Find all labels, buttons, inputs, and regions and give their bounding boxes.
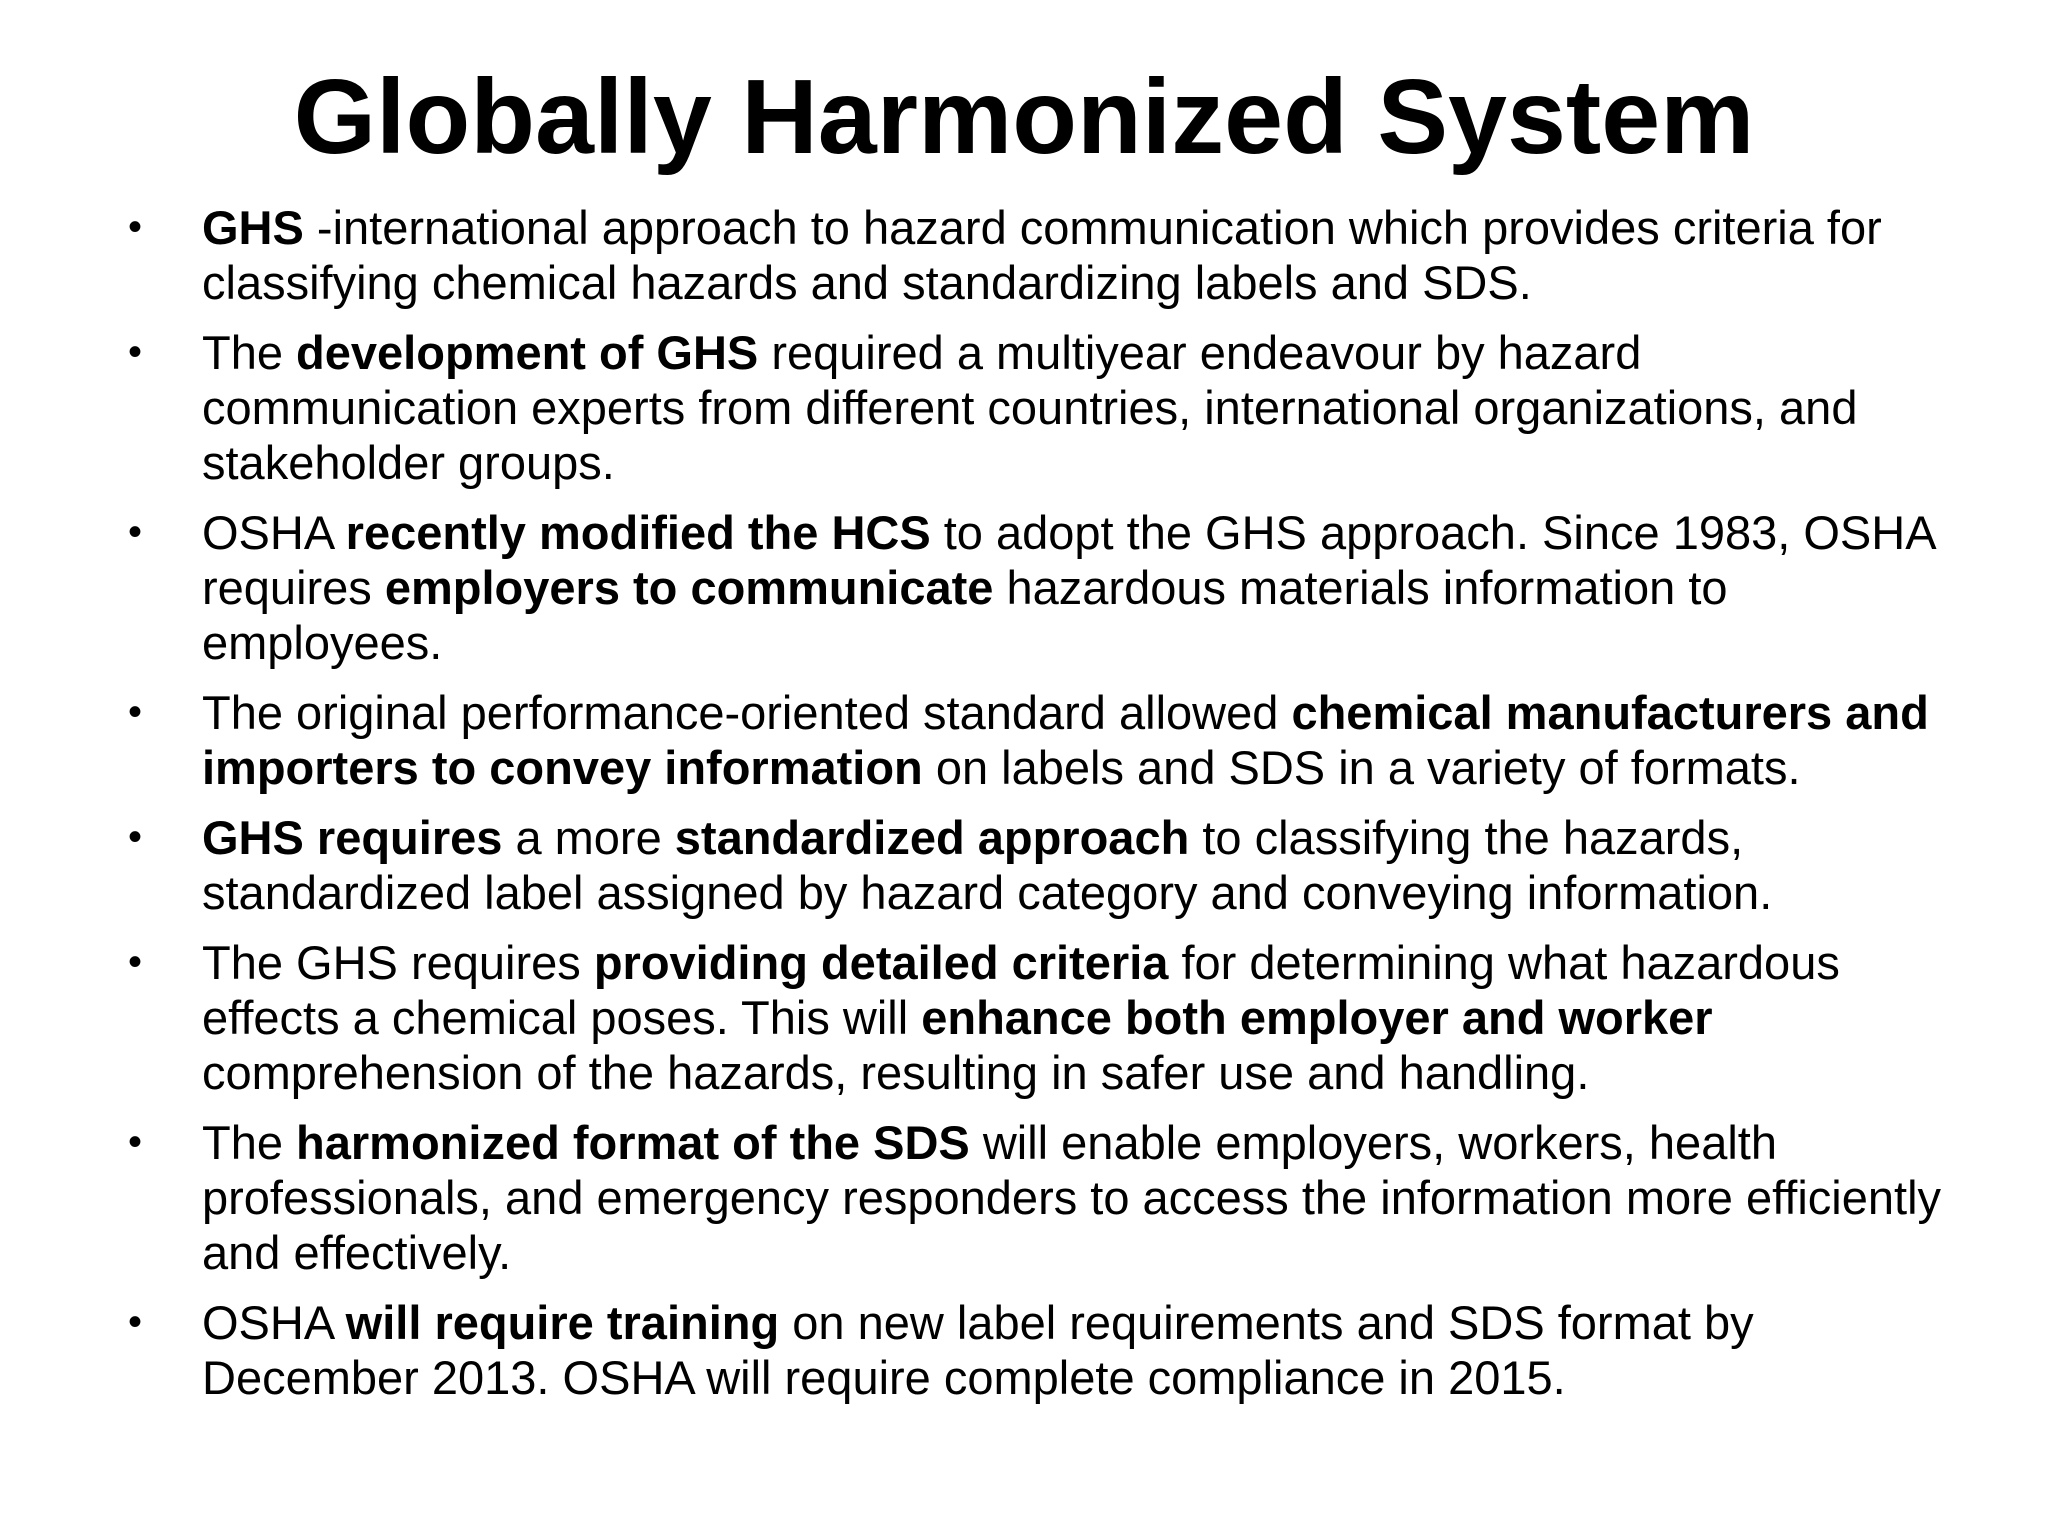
bullet-marker: • [128, 330, 143, 374]
bullet-item [120, 505, 1960, 670]
bullet-text: -international approach to hazard communication which provides criteria for classifying chemical hazards and standardizing labels and SDS. [202, 201, 1882, 309]
bullet-text: The [202, 1116, 297, 1169]
bullet-text-bold: standardized approach [674, 811, 1190, 864]
bullet-marker: • [128, 510, 143, 554]
bullet-item [120, 935, 1960, 1100]
bullet-text: The original performance-oriented standard allowed [202, 686, 1292, 739]
bullet-text: comprehension of the hazards, resulting in safer use and handling. [202, 1046, 1590, 1099]
bullet-text: hazardous materials information to employees. [202, 561, 1728, 669]
bullet-marker: • [128, 940, 143, 984]
bullet-text-bold: enhance both employer and worker [921, 991, 1713, 1044]
bullet-text-bold: recently modified the HCS [345, 506, 931, 559]
bullet-text: on new label requirements and SDS format by December 2013. OSHA will require complete compliance in 2015. [202, 1296, 1754, 1404]
bullet-text: a more [502, 811, 675, 864]
bullet-text: to adopt the GHS approach. Since 1983, OSHA requires [202, 506, 1934, 614]
bullet-text-bold: GHS [202, 201, 304, 254]
bullet-item [120, 810, 1960, 920]
bullet-text: OSHA [202, 506, 346, 559]
bullet-text-bold: chemical manufacturers and importers to convey information [202, 686, 1929, 794]
bullet-text: required a multiyear endeavour by hazard communication experts from different countries, international organizations, and stakeholder groups. [202, 326, 1858, 489]
bullet-text-bold: harmonized format of the SDS [296, 1116, 970, 1169]
bullet-text: will enable employers, workers, health professionals, and emergency responders to access the information more efficiently and effectively. [202, 1116, 1942, 1279]
bullet-marker: • [128, 1120, 143, 1164]
bullet-text: for determining what hazardous effects a chemical poses. This will [202, 936, 1840, 1044]
bullet-item [120, 325, 1960, 490]
bullet-text-bold: will require training [345, 1296, 780, 1349]
bullet-item [120, 200, 1960, 310]
bullet-item [120, 1295, 1960, 1405]
bullet-text: The GHS requires [202, 936, 594, 989]
bullet-marker: • [128, 205, 143, 249]
bullet-item [120, 685, 1960, 795]
bullet-text-bold: providing detailed criteria [593, 936, 1169, 989]
bullet-text: on labels and SDS in a variety of formats. [922, 741, 1801, 794]
bullet-list [120, 200, 1960, 1420]
slide-title: Globally Harmonized System [293, 58, 1755, 176]
bullet-text: The [202, 326, 297, 379]
bullet-text-bold: GHS requires [202, 811, 503, 864]
bullet-text: OSHA [202, 1296, 346, 1349]
bullet-marker: • [128, 690, 143, 734]
bullet-item [120, 1115, 1960, 1280]
bullet-text-bold: development of GHS [296, 326, 759, 379]
bullet-marker: • [128, 815, 143, 859]
bullet-marker: • [128, 1300, 143, 1344]
bullet-text-bold: employers to communicate [384, 561, 994, 614]
bullet-text: to classifying the hazards, standardized label assigned by hazard category and conveying information. [202, 811, 1773, 919]
